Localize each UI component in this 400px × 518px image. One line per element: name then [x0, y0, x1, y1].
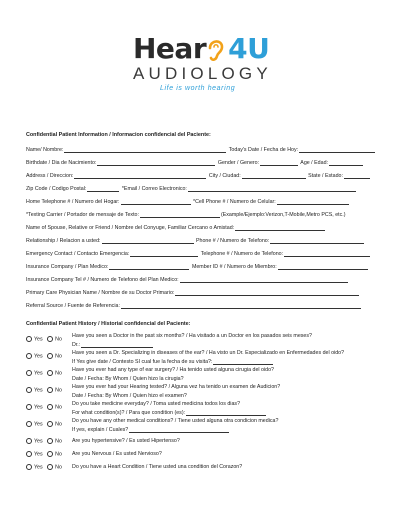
field-relationship[interactable] [102, 238, 194, 244]
no-label: No [55, 464, 62, 471]
answer-field[interactable] [213, 359, 273, 365]
radio-no[interactable] [47, 421, 53, 427]
field-phone[interactable] [270, 238, 364, 244]
question-text: Have you ever had your Hearing tested? / Alguna vez ha tenido un examen de Audicion? [72, 384, 281, 390]
row-carrier [26, 212, 376, 218]
question-text: Do you have a Heart Condition / Tiene usted una condition del Corazon? [72, 464, 243, 470]
question-1 [72, 333, 372, 348]
question-subtext: For what condition(s)? / Para que condition (es): [72, 410, 186, 416]
field-state[interactable] [344, 173, 370, 179]
question-6 [72, 418, 372, 433]
question-subtext: Date / Fecha: By Whom / Quien hizo el examen? [72, 393, 187, 399]
yes-label: Yes [34, 464, 43, 471]
row-address [26, 173, 376, 179]
field-email[interactable] [188, 186, 356, 192]
row-zip [26, 186, 376, 192]
question-5 [72, 401, 372, 416]
label-address: Address / Direccion: [26, 173, 74, 179]
radio-yes[interactable] [26, 387, 32, 393]
question-4 [72, 384, 372, 399]
no-label: No [55, 451, 62, 458]
answer-field[interactable] [186, 410, 266, 416]
label-member: Member ID # / Numero de Miembro: [191, 264, 277, 270]
question-2 [72, 350, 372, 365]
row-pcp [26, 290, 376, 296]
radio-yes[interactable] [26, 336, 32, 342]
field-address[interactable] [74, 173, 206, 179]
field-birthdate[interactable] [97, 160, 215, 166]
field-member[interactable] [278, 264, 368, 270]
section-heading-history: Confidential Patient History / Historial confidencial del Paciente: [26, 321, 191, 327]
radio-no[interactable] [47, 438, 53, 444]
question-subtext: Date / Fecha: By Whom / Quien hizo la cirugia? [72, 376, 184, 382]
label-emergency: Emergency Contact / Contacto Emergencia: [26, 251, 130, 257]
label-insurance-tel: Insurance Company Tel # / Numero de Telefono del Plan Medico: [26, 277, 179, 283]
row-referral [26, 303, 376, 309]
field-todays-date[interactable] [299, 147, 375, 153]
yes-label: Yes [34, 404, 43, 411]
yes-no-q6 [26, 421, 70, 427]
field-name[interactable] [64, 147, 226, 153]
radio-no[interactable] [47, 464, 53, 470]
field-texting-carrier[interactable] [140, 212, 220, 218]
label-phone: Phone # / Numero de Telefono: [195, 238, 270, 244]
field-zip[interactable] [87, 186, 119, 192]
row-insurance [26, 264, 376, 270]
label-pcp: Primary Care Physician Name / Nombre de su Doctor Primario: [26, 290, 175, 296]
row-name [26, 147, 376, 153]
radio-no[interactable] [47, 353, 53, 359]
no-label: No [55, 438, 62, 445]
field-emergency[interactable] [130, 251, 198, 257]
answer-field[interactable] [129, 427, 229, 433]
question-text: Are you hypertensive? / Es usted Hipertenso? [72, 438, 180, 444]
field-gender[interactable] [260, 160, 298, 166]
question-text: Have you ever had any type of ear surgery? / Ha tenido usted alguna cirugia del oido? [72, 367, 274, 373]
section-heading-info: Confidential Patient Information / Informacion confidencial del Paciente: [26, 132, 211, 138]
yes-no-q8 [26, 451, 70, 457]
yes-no-q9 [26, 464, 70, 470]
question-subtext: If yes, explain / Cuales? [72, 427, 129, 433]
label-zip: Zip Code / Codigo Postal: [26, 186, 87, 192]
row-insurance-tel [26, 277, 376, 283]
field-telephone[interactable] [284, 251, 370, 257]
radio-no[interactable] [47, 451, 53, 457]
radio-no[interactable] [47, 387, 53, 393]
no-label: No [55, 353, 62, 360]
question-text: Have you seen a Doctor in the past six months? / Ha visitado a un Doctor en los pasados seis meses? [72, 333, 312, 339]
field-home-phone[interactable] [121, 199, 191, 205]
radio-yes[interactable] [26, 421, 32, 427]
label-email: *Email / Correo Electronico: [121, 186, 187, 192]
row-phones [26, 199, 376, 205]
field-age[interactable] [329, 160, 363, 166]
no-label: No [55, 336, 62, 343]
logo-tagline: Life is worth hearing [160, 85, 236, 92]
yes-no-q4 [26, 387, 70, 393]
label-spouse: Name of Spouse, Relative or Friend / Nombre del Conyuge, Familiar Cercano o Amistad: [26, 225, 235, 231]
row-birthdate [26, 160, 376, 166]
label-home-phone: Home Telephone # / Numero del Hogar: [26, 199, 120, 205]
yes-no-q7 [26, 438, 70, 444]
no-label: No [55, 421, 62, 428]
question-text: Do you have any other medical conditions? / Tiene usted alguna otra condicion medica? [72, 418, 279, 424]
question-text: Have you seen a Dr. Specializing in diseases of the ear? / Ha visto un Dr. Especializado en Enfermedades del oido? [72, 350, 345, 356]
yes-no-q5 [26, 404, 70, 410]
question-9 [72, 464, 372, 470]
field-pcp[interactable] [175, 290, 359, 296]
carrier-example: (Example/Ejemplo:Verizon,T-Mobile,Metro PCS, etc.) [220, 212, 346, 218]
label-insurance: Insurance Company / Plan Medico: [26, 264, 109, 270]
yes-no-q3 [26, 370, 70, 376]
no-label: No [55, 404, 62, 411]
question-subtext: Dr.: [72, 342, 81, 348]
radio-yes[interactable] [26, 438, 32, 444]
question-text: Do you take medicine everyday? / Toma usted medicina todos los dias? [72, 401, 241, 407]
radio-yes[interactable] [26, 464, 32, 470]
yes-label: Yes [34, 353, 43, 360]
radio-yes[interactable] [26, 370, 32, 376]
label-referral: Referral Source / Fuente de Referencia: [26, 303, 120, 309]
radio-yes[interactable] [26, 353, 32, 359]
row-emergency [26, 251, 376, 257]
label-edad: Edad: [314, 160, 328, 166]
question-3 [72, 367, 372, 382]
question-8 [72, 451, 372, 457]
yes-label: Yes [34, 421, 43, 428]
label-cell-phone: *Cell Phone # / Numero de Celular: [193, 199, 276, 205]
field-cell-phone[interactable] [277, 199, 349, 205]
label-age: Age / [300, 160, 313, 166]
row-relationship [26, 238, 376, 244]
yes-label: Yes [34, 370, 43, 377]
logo-text-u: U [247, 32, 270, 65]
logo-text-hear: Hear [133, 32, 207, 65]
radio-yes[interactable] [26, 451, 32, 457]
label-state: State / [308, 173, 324, 179]
field-city[interactable] [242, 173, 306, 179]
no-label: No [55, 370, 62, 377]
yes-no-q2 [26, 353, 70, 359]
field-referral[interactable] [121, 303, 361, 309]
label-texting-carrier: *Texting Carrier / Portador de mensaje de Texto: [26, 212, 139, 218]
label-estado: Estado: [324, 173, 343, 179]
radio-no[interactable] [47, 370, 53, 376]
question-text: Are you Nervous / Es usted Nervioso? [72, 451, 162, 457]
radio-yes[interactable] [26, 404, 32, 410]
label-name: Name/ Nombre: [26, 147, 64, 153]
field-insurance-tel[interactable] [180, 277, 348, 283]
label-todays-date: Today's Date / Fecha de Hoy: [228, 147, 299, 153]
radio-no[interactable] [47, 404, 53, 410]
logo-subtitle: AUDIOLOGY [133, 64, 272, 83]
field-insurance[interactable] [109, 264, 189, 270]
label-birthdate: Birthdate / Dia de Nacimiento: [26, 160, 97, 166]
label-relationship: Relationship / Relacion a usted: [26, 238, 101, 244]
yes-label: Yes [34, 336, 43, 343]
label-telephone: Telephone # / Numero de Telefono: [200, 251, 284, 257]
label-gender: Gender / Genero: [217, 160, 260, 166]
row-spouse [26, 225, 376, 231]
yes-no-q1 [26, 336, 70, 342]
no-label: No [55, 387, 62, 394]
question-7 [72, 438, 372, 444]
answer-field[interactable] [81, 342, 153, 348]
yes-label: Yes [34, 451, 43, 458]
radio-no[interactable] [47, 336, 53, 342]
yes-label: Yes [34, 438, 43, 445]
yes-label: Yes [34, 387, 43, 394]
question-subtext: If Yes give date / Contesto SI cual fue la fecha de su visita?: [72, 359, 213, 365]
label-city: City / Ciudad: [208, 173, 241, 179]
field-spouse[interactable] [235, 225, 325, 231]
logo-text-4: 4 [228, 32, 248, 65]
